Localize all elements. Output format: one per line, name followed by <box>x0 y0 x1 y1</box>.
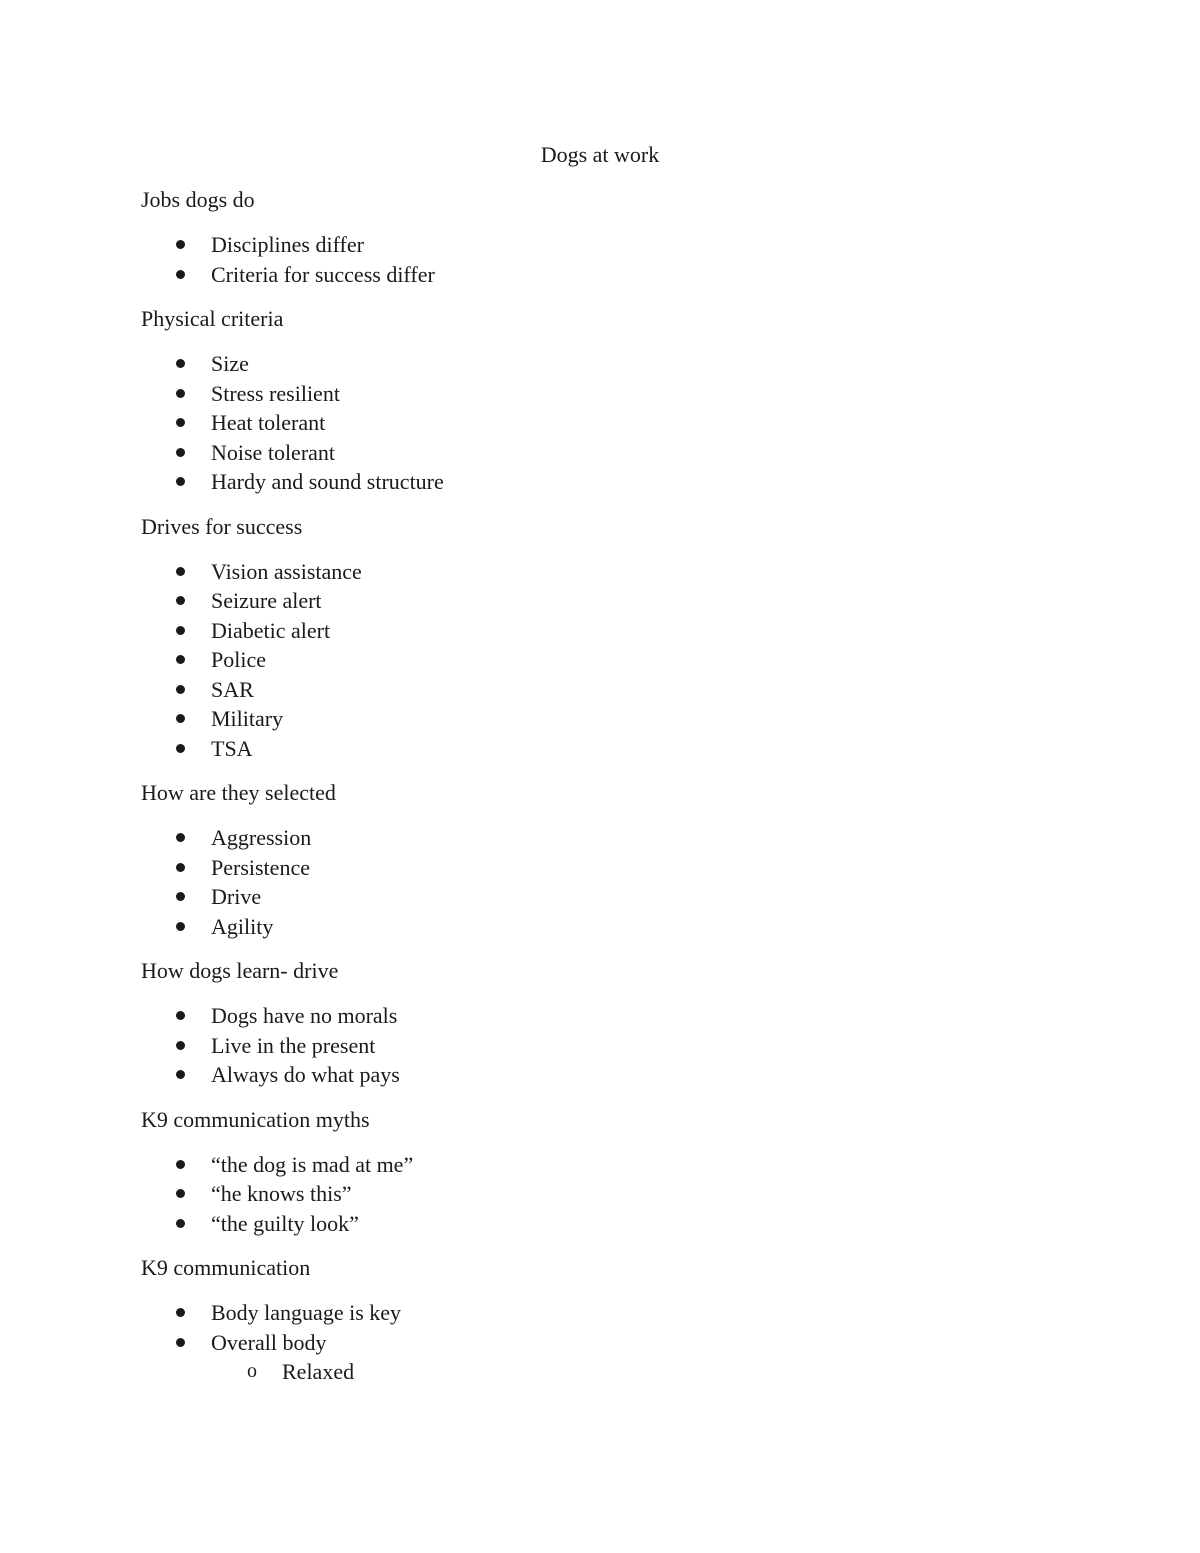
list-item <box>141 1298 1101 1328</box>
list-item <box>141 1150 1101 1180</box>
list-item-text: Vision assistance <box>211 558 362 584</box>
bullet-list-jobs-dogs-do <box>141 230 1101 289</box>
section-heading-k9-communication-myths: K9 communication myths <box>141 1106 370 1132</box>
bullet-icon <box>176 240 185 249</box>
document-title <box>0 140 1200 170</box>
list-item <box>141 616 1101 646</box>
list-item <box>141 853 1101 883</box>
bullet-list-k9-communication-myths <box>141 1150 1101 1239</box>
bullet-icon <box>176 418 185 427</box>
sub-list-overall-body <box>141 1357 1101 1387</box>
bullet-icon <box>176 863 185 872</box>
list-item-text: Aggression <box>211 825 312 850</box>
list-item <box>141 349 1101 379</box>
bullet-list-how-are-they-selected <box>141 823 1101 941</box>
list-item-text: Disciplines differ <box>211 232 364 257</box>
bullet-list-drives-for-success <box>141 557 1101 764</box>
bullet-icon <box>176 626 185 635</box>
list-item <box>141 557 1101 587</box>
sub-list-item-text: Relaxed <box>282 1359 355 1384</box>
list-item-text: Police <box>211 647 266 672</box>
bullet-icon <box>176 1041 185 1050</box>
bullet-list-how-dogs-learn <box>141 1001 1101 1090</box>
bullet-icon <box>176 655 185 664</box>
bullet-icon <box>176 389 185 398</box>
bullet-icon <box>176 685 185 694</box>
list-item <box>141 260 1101 290</box>
list-item-text: Always do what pays <box>211 1062 400 1087</box>
list-item-text: Heat tolerant <box>211 410 326 435</box>
section-heading-how-are-they-selected: How are they selected <box>141 780 336 805</box>
bullet-icon <box>176 1070 185 1079</box>
bullet-icon <box>176 833 185 842</box>
bullet-icon <box>176 892 185 901</box>
section-heading-k9-communication: K9 communication <box>141 1255 311 1280</box>
bullet-list-k9-communication <box>141 1298 1101 1387</box>
list-item <box>141 1328 1101 1358</box>
section-heading-jobs-dogs-do: Jobs dogs do <box>141 187 255 212</box>
list-item <box>141 1209 1101 1239</box>
hollow-bullet-icon: o <box>247 1360 257 1382</box>
list-item-text: TSA <box>211 735 253 761</box>
bullet-icon <box>176 596 185 605</box>
list-item <box>141 675 1101 705</box>
list-item-text: Drive <box>211 884 262 909</box>
list-item-text: Overall body <box>211 1329 327 1355</box>
sub-list-container <box>141 1357 1101 1387</box>
list-item-text: “he knows this” <box>211 1181 352 1206</box>
list-item-text: Diabetic alert <box>211 617 331 643</box>
list-item-text: “the guilty look” <box>211 1210 359 1236</box>
bullet-icon <box>176 1160 185 1169</box>
section-heading-physical-criteria: Physical criteria <box>141 306 284 331</box>
bullet-icon <box>176 1308 185 1317</box>
list-item-text: Noise tolerant <box>211 439 336 465</box>
bullet-icon <box>176 714 185 723</box>
list-item-text: Criteria for success differ <box>211 261 435 287</box>
list-item-text: Military <box>211 706 284 731</box>
list-item <box>141 1179 1101 1209</box>
section-heading-how-dogs-learn: How dogs learn- drive <box>141 958 339 983</box>
bullet-icon <box>176 1011 185 1020</box>
list-item <box>141 1001 1101 1031</box>
bullet-icon <box>176 448 185 457</box>
bullet-icon <box>176 744 185 753</box>
bullet-icon <box>176 270 185 279</box>
list-item <box>141 438 1101 468</box>
bullet-icon <box>176 1338 185 1347</box>
list-item <box>141 408 1101 438</box>
bullet-list-physical-criteria <box>141 349 1101 497</box>
section-heading-drives-for-success: Drives for success <box>141 513 303 539</box>
list-item-text: Hardy and sound structure <box>211 469 444 494</box>
list-item <box>141 912 1101 942</box>
list-item <box>141 379 1101 409</box>
list-item <box>141 230 1101 260</box>
list-item-text: Stress resilient <box>211 380 340 406</box>
bullet-icon <box>176 359 185 368</box>
bullet-icon <box>176 1189 185 1198</box>
bullet-icon <box>176 477 185 486</box>
list-item-text: Agility <box>211 913 274 939</box>
list-item <box>141 823 1101 853</box>
sub-list-item <box>141 1357 1101 1387</box>
list-item-text: “the dog is mad at me” <box>211 1151 414 1177</box>
list-item <box>141 882 1101 912</box>
list-item <box>141 467 1101 497</box>
list-item <box>141 734 1101 764</box>
list-item-text: Live in the present <box>211 1032 376 1058</box>
list-item-text: Seizure alert <box>211 588 322 613</box>
bullet-icon <box>176 567 185 576</box>
list-item <box>141 1031 1101 1061</box>
list-item-text: Dogs have no morals <box>211 1003 398 1028</box>
list-item-text: Body language is key <box>211 1300 402 1325</box>
list-item-text: Persistence <box>211 854 310 880</box>
list-item-text: SAR <box>211 676 254 702</box>
list-item <box>141 645 1101 675</box>
list-item <box>141 1060 1101 1090</box>
list-item <box>141 586 1101 616</box>
document-body <box>141 185 1101 1402</box>
bullet-icon <box>176 922 185 931</box>
list-item-text: Size <box>211 351 249 376</box>
document-title-text: Dogs at work <box>540 142 660 167</box>
list-item <box>141 704 1101 734</box>
bullet-icon <box>176 1219 185 1228</box>
